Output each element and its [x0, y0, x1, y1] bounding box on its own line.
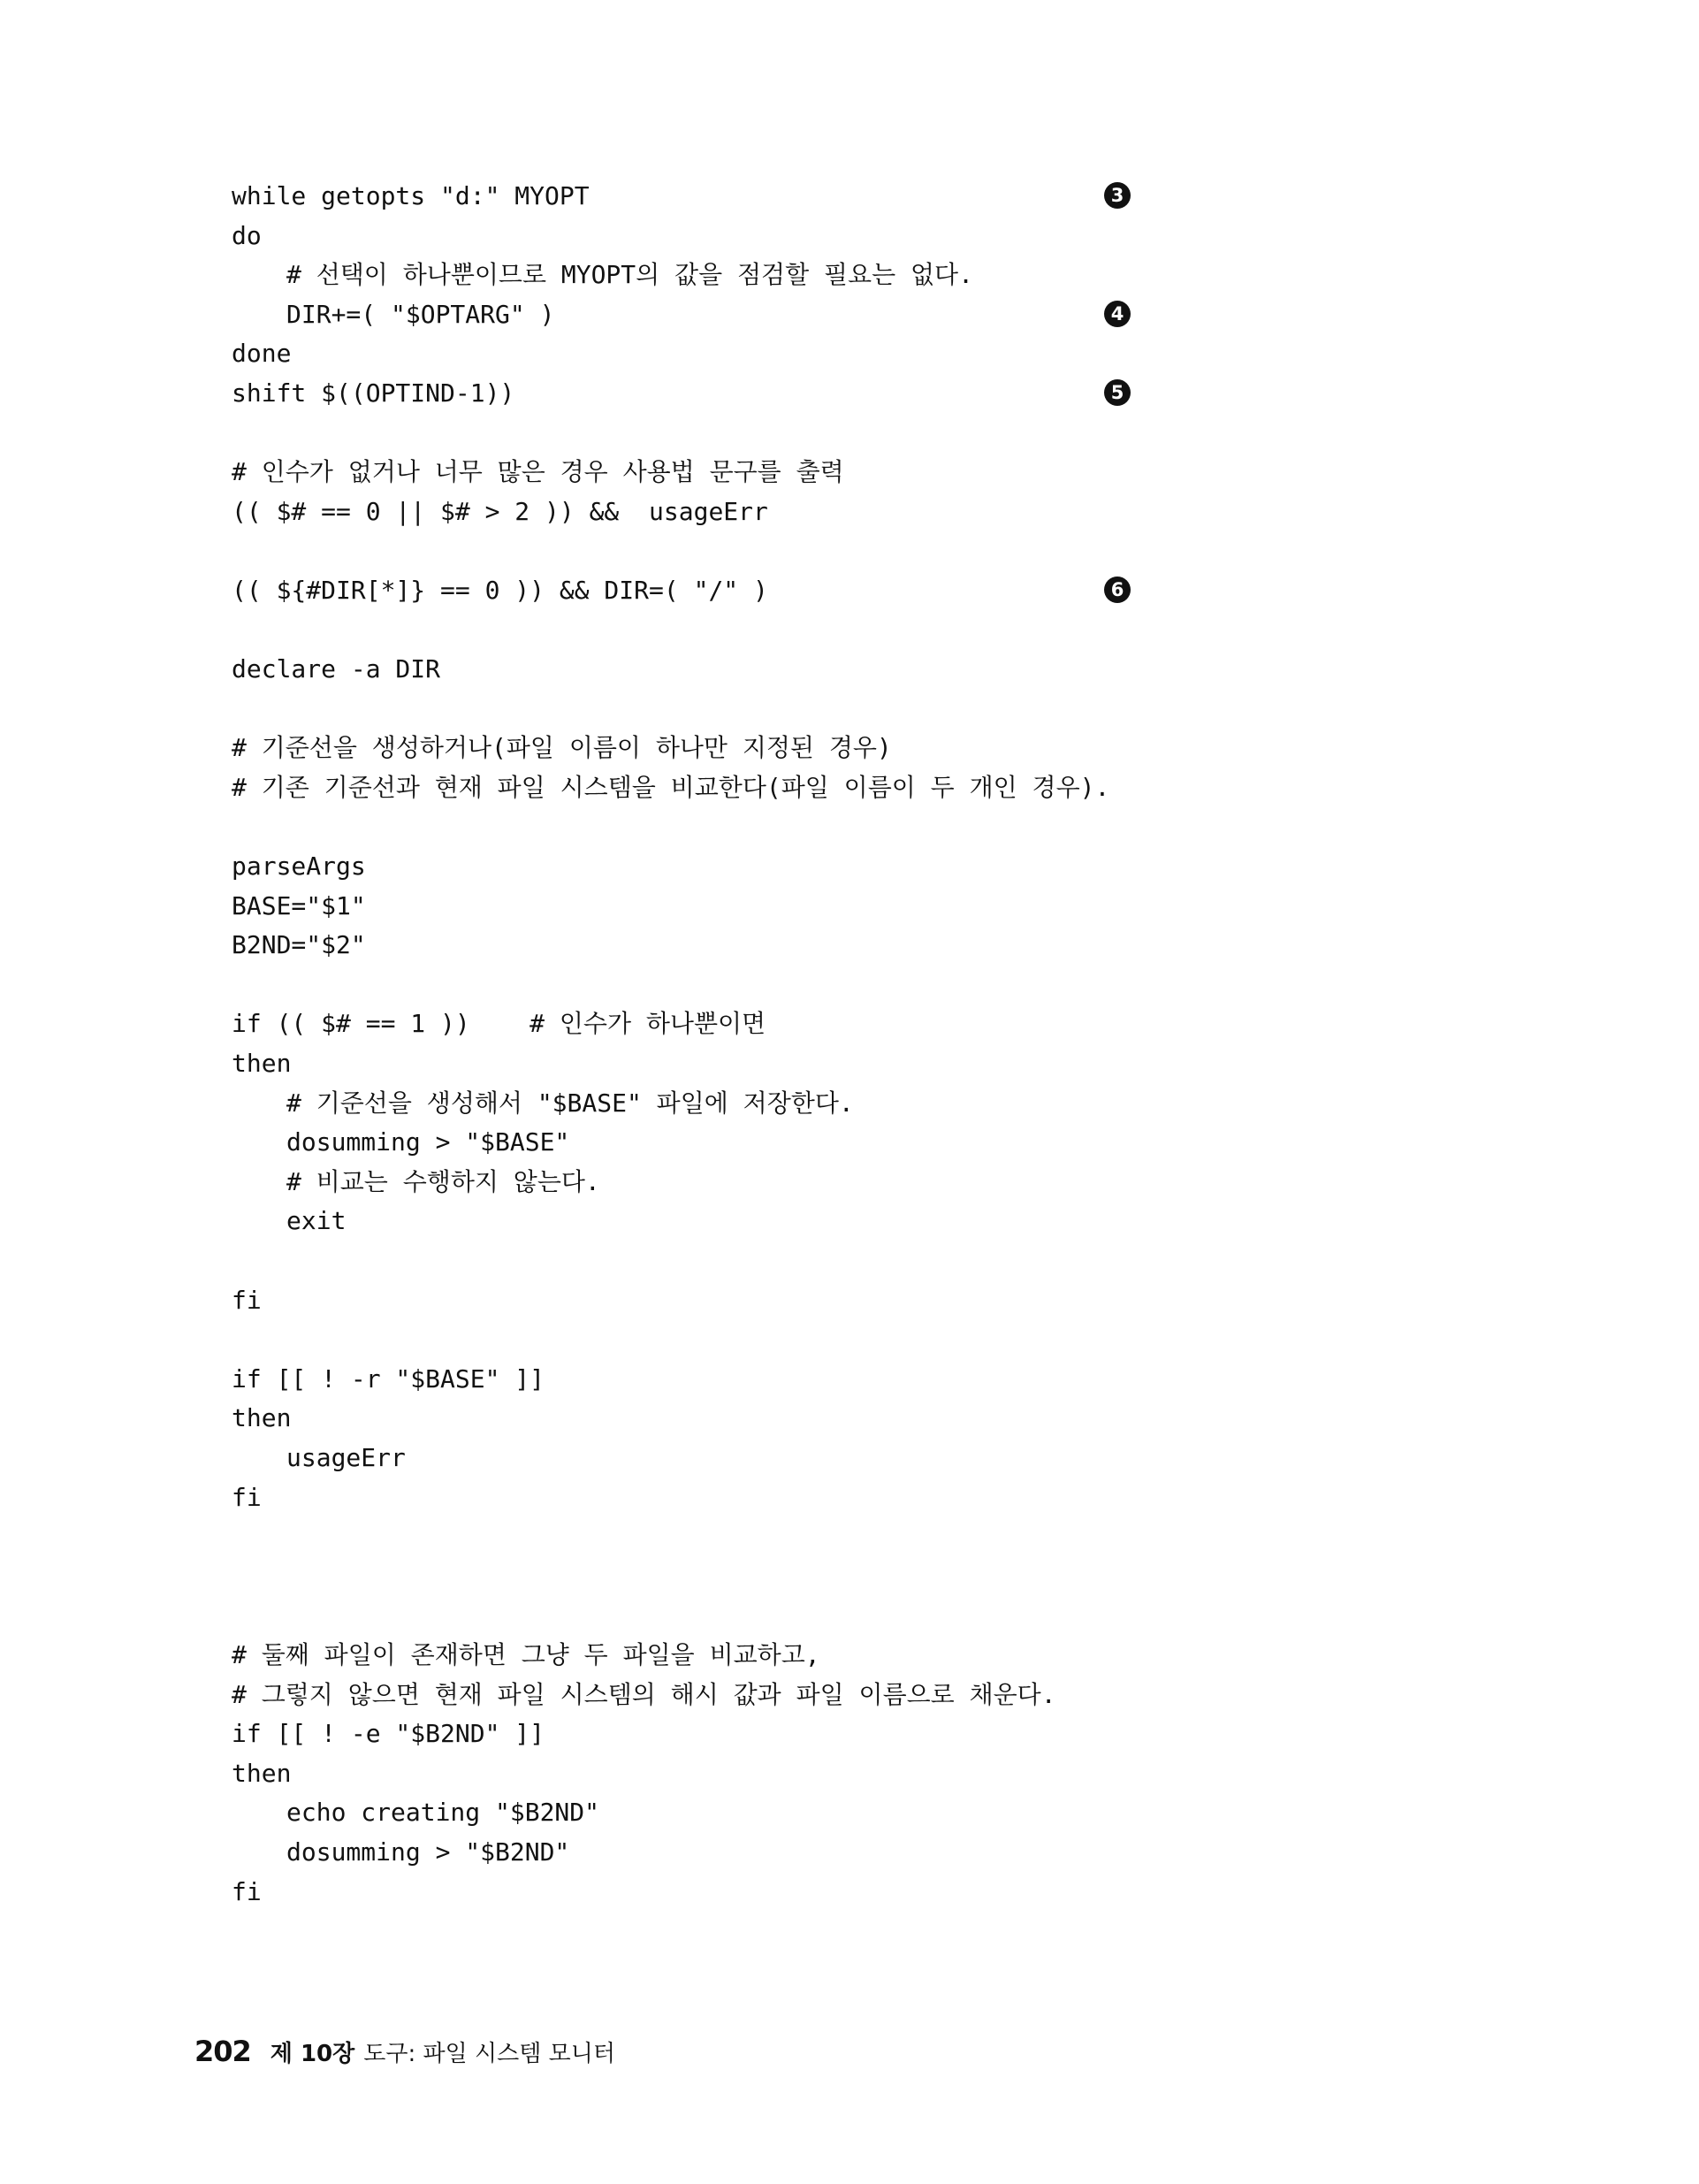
- blank-line: [232, 1596, 1257, 1636]
- code-line: [232, 1478, 1257, 1518]
- code-line: [232, 1044, 1257, 1084]
- blank-line: [232, 414, 1257, 454]
- code-line: [232, 217, 1257, 256]
- code-text: if (( $# == 1 )) # 인수가 하나뿐이면: [232, 1009, 766, 1039]
- code-line: [232, 1163, 1257, 1203]
- code-listing: [232, 177, 1257, 1912]
- code-line: [232, 1873, 1257, 1913]
- code-text: fi: [232, 1876, 262, 1906]
- code-text: B2ND="$2": [232, 930, 366, 960]
- code-text: then: [232, 1049, 292, 1079]
- code-line: [232, 493, 1257, 532]
- callout-marker: 5: [1104, 379, 1131, 406]
- blank-line: [232, 611, 1257, 651]
- code-line: [232, 256, 1257, 295]
- code-text: # 선택이 하나뿐이므로 MYOPT의 값을 점검할 필요는 없다.: [286, 260, 973, 290]
- page-number: 202: [194, 2035, 251, 2068]
- code-text: # 인수가 없거나 너무 많은 경우 사용법 문구를 출력: [232, 457, 844, 487]
- code-text: then: [232, 1403, 292, 1433]
- code-line: [232, 1360, 1257, 1400]
- code-line: [232, 650, 1257, 690]
- code-text: # 비교는 수행하지 않는다.: [286, 1166, 600, 1196]
- code-line: [232, 847, 1257, 887]
- blank-line: [232, 1557, 1257, 1597]
- blank-line: [232, 531, 1257, 571]
- code-text: declare -a DIR: [232, 654, 441, 684]
- code-text: DIR+=( "$OPTARG" ): [286, 299, 555, 329]
- code-text: (( $# == 0 || $# > 2 )) && usageErr: [232, 496, 768, 526]
- code-text: # 기존 기준선과 현재 파일 시스템을 비교한다(파일 이름이 두 개인 경우).: [232, 772, 1110, 802]
- code-line: [232, 768, 1257, 808]
- chapter-title: 도구: 파일 시스템 모니터: [363, 2041, 615, 2067]
- blank-line: [232, 1241, 1257, 1281]
- code-text: if [[ ! -e "$B2ND" ]]: [232, 1719, 545, 1749]
- page-footer: [194, 2032, 615, 2071]
- code-line: [232, 887, 1257, 927]
- callout-marker: 3: [1104, 182, 1131, 209]
- code-text: dosumming > "$B2ND": [286, 1837, 570, 1867]
- code-line: [232, 1754, 1257, 1794]
- code-text: # 그렇지 않으면 현재 파일 시스템의 해시 값과 파일 이름으로 채운다.: [232, 1679, 1056, 1709]
- code-text: # 기준선을 생성해서 "$BASE" 파일에 저장한다.: [286, 1088, 854, 1118]
- code-line: [232, 295, 1257, 335]
- code-text: exit: [286, 1206, 347, 1236]
- code-line: [232, 374, 1257, 414]
- code-text: do: [232, 220, 262, 250]
- code-text: (( ${#DIR[*]} == 0 )) && DIR=( "/" ): [232, 575, 768, 605]
- code-line: [232, 1202, 1257, 1241]
- callout-marker: 4: [1104, 301, 1131, 327]
- code-line: [232, 1439, 1257, 1478]
- blank-line: [232, 966, 1257, 1005]
- blank-line: [232, 1320, 1257, 1360]
- code-text: # 기준선을 생성하거나(파일 이름이 하나만 지정된 경우): [232, 733, 892, 763]
- code-line: [232, 453, 1257, 493]
- code-line: [232, 571, 1257, 611]
- code-line: [232, 926, 1257, 966]
- code-line: [232, 1676, 1257, 1715]
- code-text: while getopts "d:" MYOPT: [232, 181, 590, 210]
- code-text: done: [232, 339, 292, 369]
- code-line: [232, 334, 1257, 374]
- code-line: [232, 729, 1257, 768]
- code-line: [232, 1281, 1257, 1321]
- code-line: [232, 1123, 1257, 1163]
- code-text: if [[ ! -r "$BASE" ]]: [232, 1363, 545, 1394]
- code-line: [232, 177, 1257, 217]
- code-line: [232, 1004, 1257, 1044]
- blank-line: [232, 808, 1257, 848]
- code-text: shift $((OPTIND-1)): [232, 378, 515, 408]
- code-text: echo creating "$B2ND": [286, 1798, 600, 1828]
- chapter-label: 제 10장: [270, 2041, 355, 2067]
- callout-marker: 6: [1104, 577, 1131, 603]
- code-text: parseArgs: [232, 851, 366, 882]
- code-text: BASE="$1": [232, 890, 366, 920]
- code-text: fi: [232, 1482, 262, 1512]
- code-text: usageErr: [286, 1443, 406, 1472]
- code-line: [232, 1399, 1257, 1439]
- code-line: [232, 1793, 1257, 1833]
- code-line: [232, 1636, 1257, 1676]
- code-text: # 둘째 파일이 존재하면 그냥 두 파일을 비교하고,: [232, 1639, 820, 1669]
- blank-line: [232, 1517, 1257, 1557]
- code-line: [232, 1714, 1257, 1754]
- code-text: fi: [232, 1285, 262, 1315]
- code-line: [232, 1084, 1257, 1124]
- blank-line: [232, 690, 1257, 729]
- code-line: [232, 1833, 1257, 1873]
- code-text: dosumming > "$BASE": [286, 1127, 570, 1157]
- code-text: then: [232, 1758, 292, 1788]
